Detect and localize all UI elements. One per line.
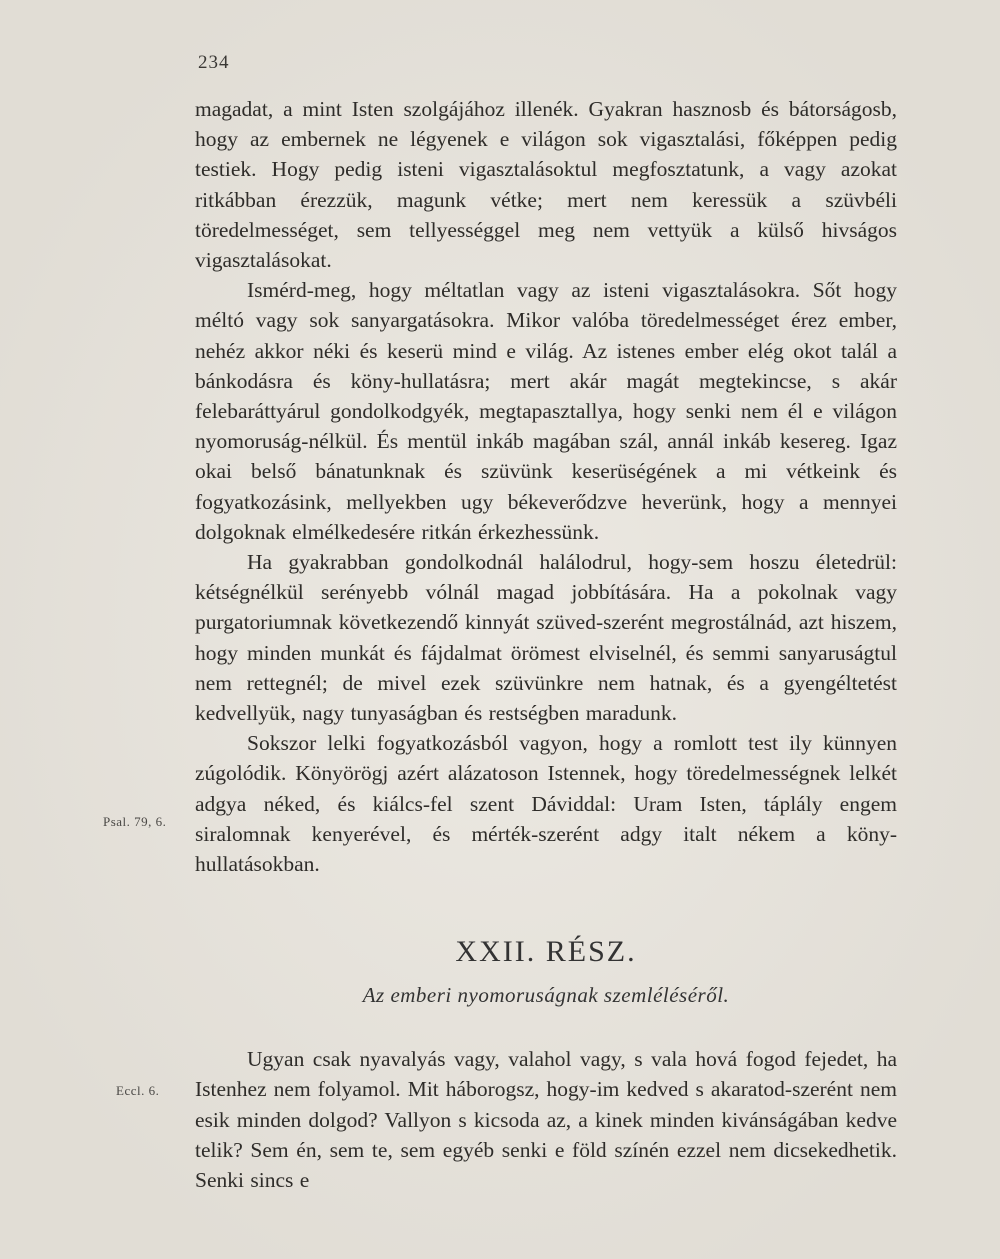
body-paragraph: Sokszor lelki fogyatkozásból vagyon, hogy a romlott test ily künnyen zúgolódik. Könyörögj azért alázatoson Istennek, hogy töredelmességnek lelkét adgya néked, és kiálcs-fel szent Dáviddal: Uram Isten, táplály engem siralomnak kenyerével, és mérték-szerént adgy italt nékem a köny-hullatásokban. [195,731,897,877]
body-paragraph: Ha gyakrabban gondolkodnál halálodrul, hogy-sem hoszu életedrül: kétségnélkül serényebb vólnál magad jobbítására. Ha a pokolnak vagy purgatoriumnak következendő kinnyát szüved-szerént megrostálnád, azt hiszem, hogy minden munkát és fájdalmat örömest elviselnél, és semmi sanyaruságtul nem rettegnél; de mivel ezek szüvünkre nem hatnak, és a gyengéltetést kedvellyük, nagy tunyaságban és restségben maradunk. [195,550,897,726]
section-heading: XXII. RÉSZ. [455,935,637,969]
section-subtitle: Az emberi nyomoruságnak szemléléséről. [362,983,730,1008]
body-paragraph: magadat, a mint Isten szolgájához illenék. Gyakran hasznosb és bátorságosb, hogy az embernek ne légyenek e világon sok vigasztalási, főképpen pedig testiek. Hogy pedig isteni vigasztalásoktul megfosztatunk, a vagy azokat ritkábban érezzük, magunk vétke; mert nem keressük a szüvbéli töredelmességet, sem tellyességgel meg nem vettyük a külső hivságos vigasztalásokat. [195,97,897,273]
page-number: 234 [198,52,230,73]
body-paragraph: Ismérd-meg, hogy méltatlan vagy az isteni vigasztalásokra. Sőt hogy méltó vagy sok sanyargatásokra. Mikor valóba töredelmességet érez ember, nehéz akkor néki és keserü mind e világ. Az istenes ember elég okot talál a bánkodásra és köny-hullatásra; mert akár magát megtekincse, s akár felebaráttyárul gondolkodgyék, megtapasztallya, hogy senki nem él e világon nyomoruság-nélkül. És mentül inkáb magában szál, annál inkáb kesereg. Igaz okai belső bánatunknak és szüvünk keserüségének a mi vétkeink és fogyatkozásink, mellyekben ugy békeverődzve heverünk, hogy a mennyei dolgoknak elmélkedesére ritkán érkezhessünk. [195,278,897,544]
margin-note-ecclesiastes-reference: Eccl. 6. [116,1083,160,1098]
margin-note-psalm-reference: Psal. 79, 6. [103,814,167,829]
text-column [195,94,897,1195]
section-paragraph: Ugyan csak nyavalyás vagy, valahol vagy, s vala hová fogod fejedet, ha Istenhez nem folyamol. Mit háborogsz, hogy-im kedved s akaratod-szerént nem esik minden dolgod? Vallyon s kicsoda az, a kinek minden kivánságában kedve telik? Sem én, sem te, sem egyéb senki e föld színén ezzel nem dicsekedhetik. Senki sincs e [195,1047,897,1193]
